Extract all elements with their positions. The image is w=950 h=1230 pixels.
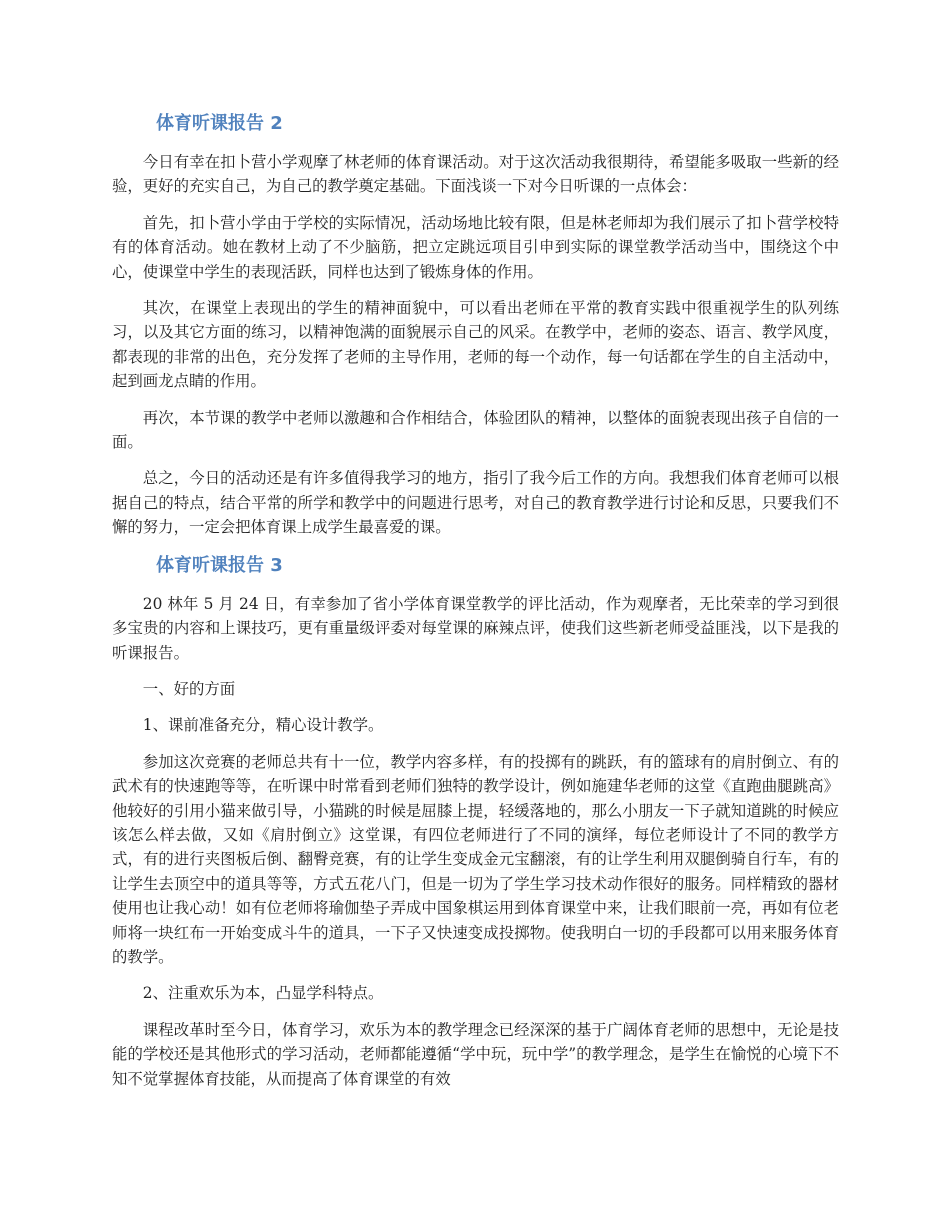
subheading-point-1: 1、课前准备充分，精心设计教学。 <box>142 716 384 735</box>
paragraph: 其次，在课堂上表现出的学生的精神面貌中，可以看出老师在平常的教育实践中很重视学生的队列练习，以及其它方面的练习，以精神饱满的面貌展示自己的风采。在教学中，老师的姿态、语言、教学风度，都表现的非常的出色，充分发挥了老师的主导作用，老师的每一个动作，每一句话都在学生的自主活动中，起到画龙点睛的作用。 <box>112 299 839 391</box>
paragraph: 首先，扣卜营小学由于学校的实际情况，活动场地比较有限，但是林老师却为我们展示了扣卜营学校特有的体育活动。她在教材上动了不少脑筋，把立定跳远项目引申到实际的课堂教学活动当中，围绕这个中心，使课堂中学生的表现活跃，同样也达到了锻炼身体的作用。 <box>112 213 839 281</box>
paragraph: 今日有幸在扣卜营小学观摩了林老师的体育课活动。对于这次活动我很期待，希望能多吸取一些新的经验，更好的充实自己，为自己的教学奠定基础。下面浅谈一下对今日听课的一点体会： <box>112 153 839 196</box>
section-heading-report-3: 体育听课报告 3 <box>156 554 283 576</box>
paragraph: 20 林年 5 月 24 日，有幸参加了省小学体育课堂教学的评比活动，作为观摩者，无比荣幸的学习到很多宝贵的内容和上课技巧，更有重量级评委对每堂课的麻辣点评，使我们这些新老师受益匪浅，以下是我的听课报告。 <box>112 594 839 662</box>
paragraph: 参加这次竞赛的老师总共有十一位，教学内容多样，有的投掷有的跳跃，有的篮球有的肩肘倒立、有的武术有的快速跑等等，在听课中时常看到老师们独特的教学设计，例如施建华老师的这堂《直跑曲腿跳高》他较好的引用小猫来做引导，小猫跳的时候是屈膝上提，轻缓落地的，那么小朋友一下子就知道跳的时候应该怎么样去做，又如《肩肘倒立》这堂课，有四位老师进行了不同的演绎，每位老师设计了不同的教学方式，有的进行夹图板后倒、翻臀竞赛，有的让学生变成金元宝翻滚，有的让学生利用双腿倒骑自行车，有的让学生去顶空中的道具等等，方式五花八门，但是一切为了学生学习技术动作很好的服务。同样精致的器材使用也让我心动！如有位老师将瑜伽垫子弄成中国象棋运用到体育课堂中来，让我们眼前一亮，再如有位老师将一块红布一开始变成斗牛的道具，一下子又快速变成投掷物。使我明白一切的手段都可以用来服务体育的教学。 <box>112 752 839 966</box>
section-heading-report-2: 体育听课报告 2 <box>156 113 283 134</box>
subheading-good-aspects: 一、好的方面 <box>142 679 236 698</box>
subheading-point-2: 2、注重欢乐为本，凸显学科特点。 <box>142 984 384 1003</box>
paragraph: 再次，本节课的教学中老师以激趣和合作相结合，体验团队的精神，以整体的面貌表现出孩子自信的一面。 <box>112 408 839 452</box>
paragraph: 总之，今日的活动还是有许多值得我学习的地方，指引了我今后工作的方向。我想我们体育老师可以根据自己的特点，结合平常的所学和教学中的问题进行思考，对自己的教育教学进行讨论和反思，只要我们不懈的努力，一定会把体育课上成学生最喜爱的课。 <box>112 469 839 537</box>
paragraph: 课程改革时至今日，体育学习，欢乐为本的教学理念已经深深的基于广阔体育老师的思想中，无论是技能的学校还是其他形式的学习活动，老师都能遵循“学中玩，玩中学”的教学理念，是学生在愉悦的心境下不知不觉掌握体育技能，从而提高了体育课堂的有效 <box>112 1020 839 1088</box>
document-page <box>112 110 839 1103</box>
